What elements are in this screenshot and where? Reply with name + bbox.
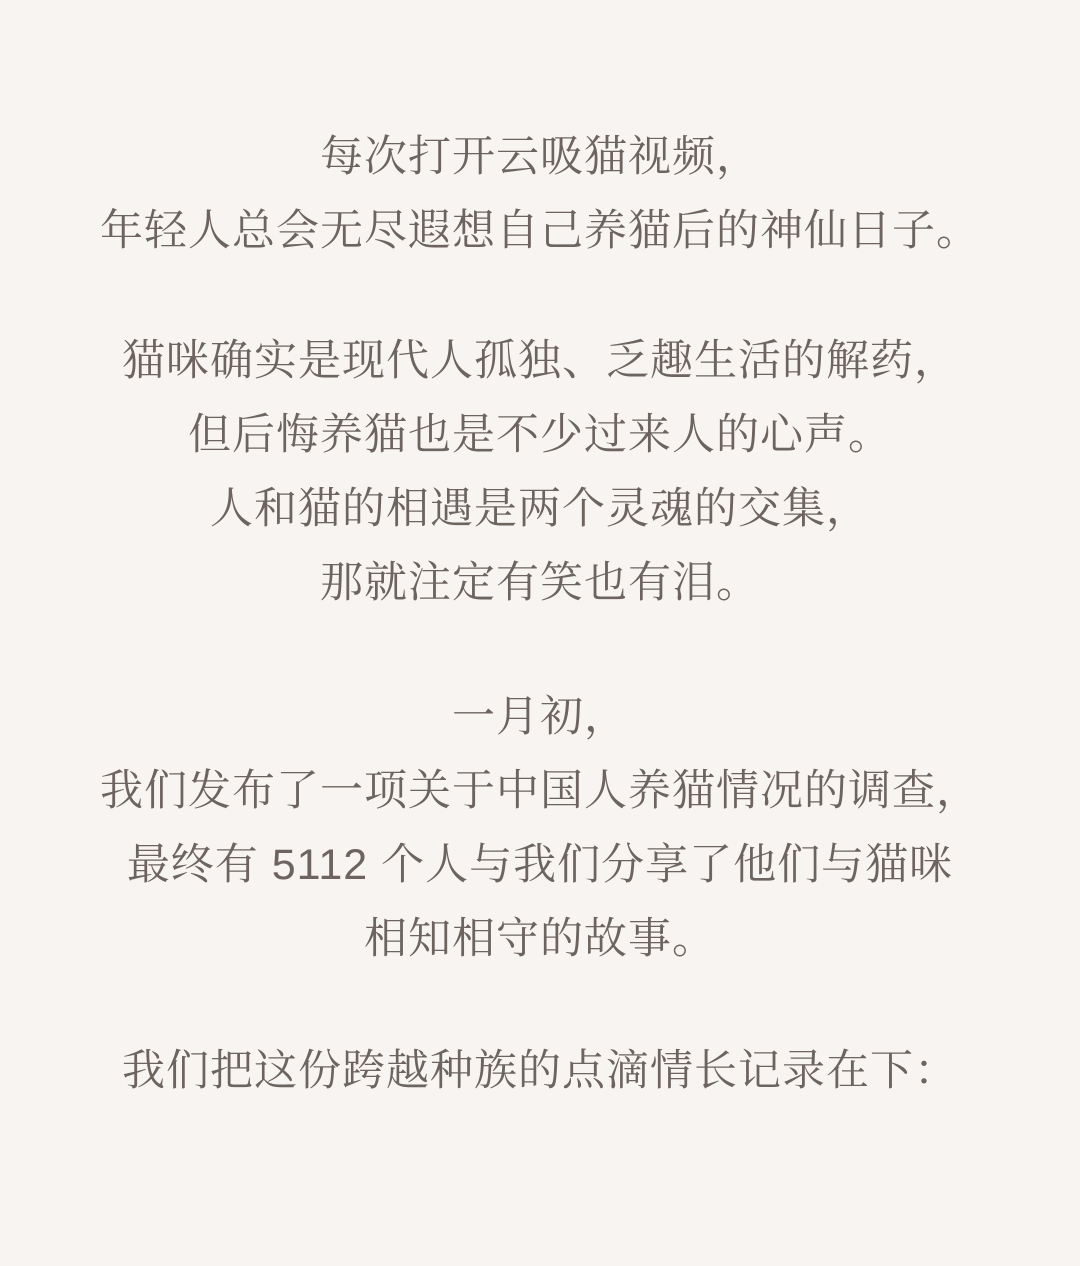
text-line: 我们把这份跨越种族的点滴情长记录在下： — [122, 1047, 958, 1095]
text-line: 一月初， — [452, 693, 628, 741]
text-line: 那就注定有笑也有泪。 — [320, 559, 760, 607]
paragraph-survey — [60, 680, 1020, 976]
text-line: 我们发布了一项关于中国人养猫情况的调查， — [100, 767, 980, 815]
paragraph-intro — [60, 120, 1020, 268]
text-line: 但后悔养猫也是不少过来人的心声。 — [188, 411, 892, 459]
text-line: 最终有 5112 个人与我们分享了他们与猫咪 — [126, 841, 954, 889]
paragraph-closing — [60, 1034, 1020, 1108]
text-line: 人和猫的相遇是两个灵魂的交集， — [210, 485, 870, 533]
text-line: 猫咪确实是现代人孤独、乏趣生活的解药， — [122, 337, 958, 385]
text-line: 相知相守的故事。 — [364, 915, 716, 963]
paragraph-cats-are-cure — [60, 324, 1020, 620]
text-line: 年轻人总会无尽遐想自己养猫后的神仙日子。 — [100, 207, 980, 255]
text-line: 每次打开云吸猫视频， — [320, 133, 760, 181]
